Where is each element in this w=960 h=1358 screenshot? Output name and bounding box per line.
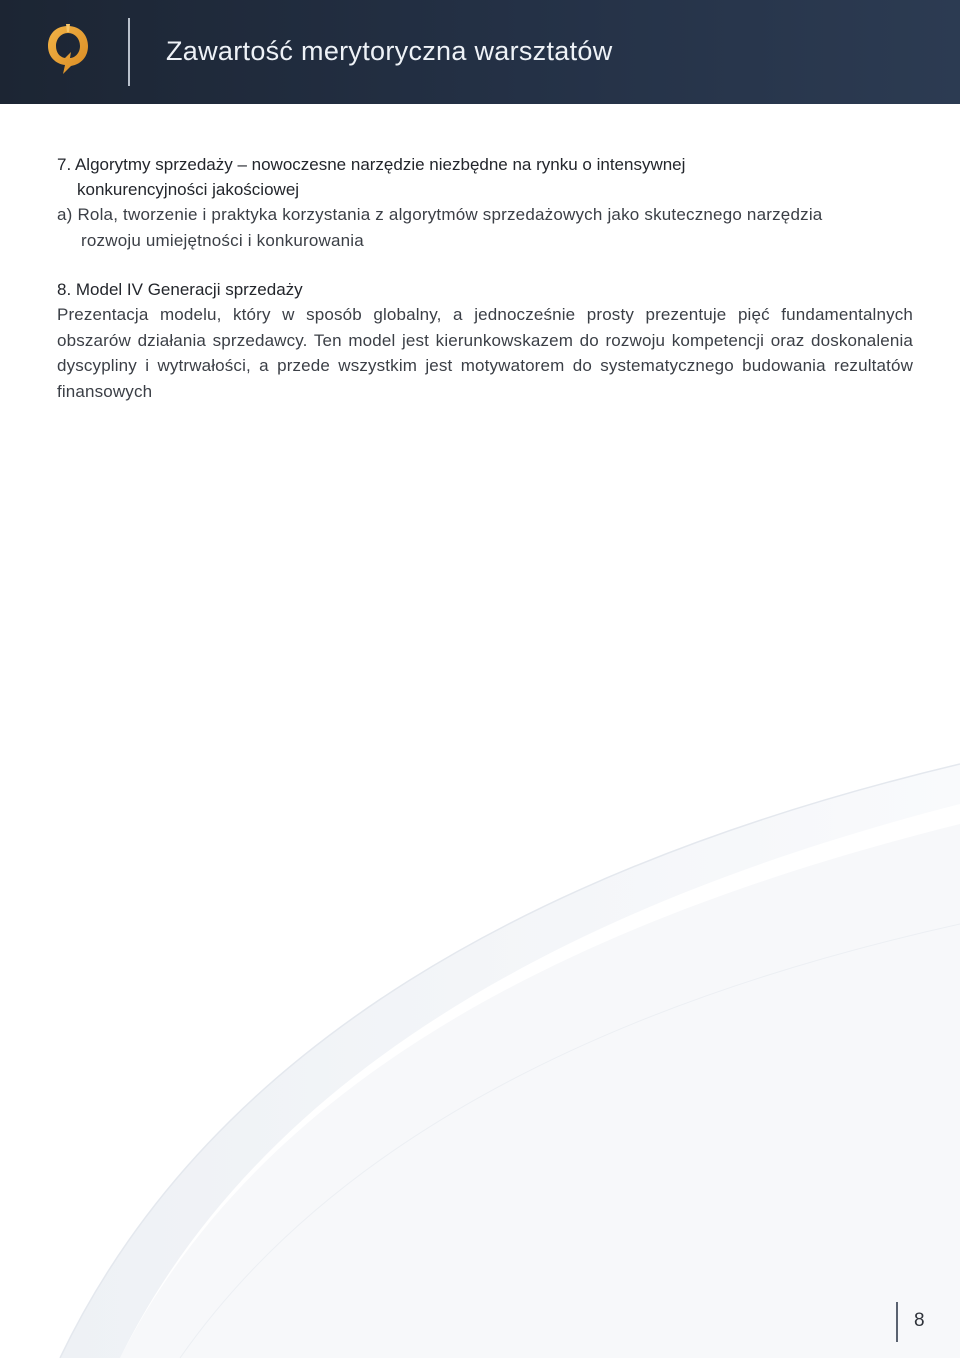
sub-item-line: a) Rola, tworzenie i praktyka korzystania z algorytmów sprzedażowych jako skutecznego narzędzia	[57, 205, 823, 224]
footer-divider	[896, 1302, 898, 1342]
section-paragraph: Prezentacja modelu, który w sposób globalny, a jednocześnie prosty prezentuje pięć fundamentalnych obszarów działania sprzedawcy. Ten model jest kierunkowskazem do rozwoju kompetencji oraz doskonalenia dyscypliny i wytrwałości, a przede wszystkim jest motywatorem do systematycznego budowania rezultatów finansowych	[57, 305, 913, 401]
page-title: Zawartość merytoryczna warsztatów	[166, 36, 613, 66]
section-7	[57, 152, 913, 254]
page-header	[0, 0, 960, 104]
sub-item-line: rozwoju umiejętności i konkurowania	[81, 231, 364, 250]
content-area	[57, 152, 913, 427]
sub-item	[57, 202, 913, 254]
section-title-line: 8. Model IV Generacji sprzedaży	[57, 280, 303, 299]
section-title-line: konkurencyjności jakościowej	[77, 180, 300, 199]
company-logo-icon	[44, 22, 92, 76]
page-number: 8	[914, 1310, 925, 1331]
section-title	[57, 277, 913, 302]
section-title-line: 7. Algorytmy sprzedaży – nowoczesne narzędzie niezbędne na rynku o intensywnej	[57, 155, 686, 174]
header-divider	[128, 18, 130, 86]
section-8	[57, 277, 913, 404]
section-title	[57, 152, 913, 202]
